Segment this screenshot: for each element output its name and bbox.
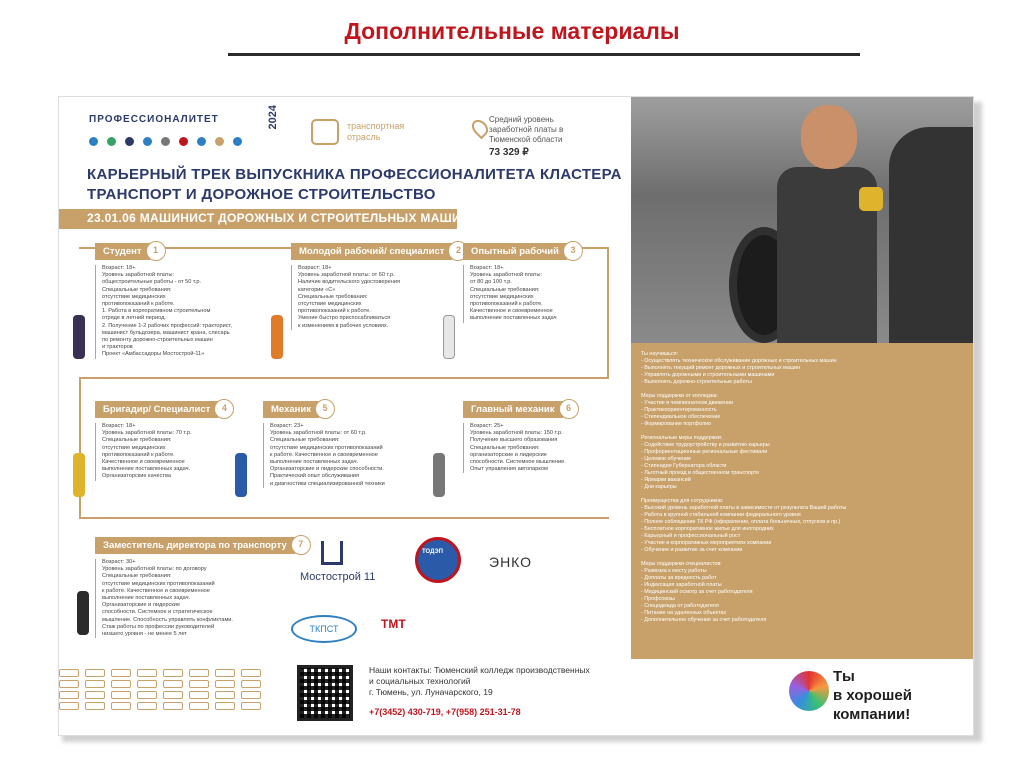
- stage-description: Возраст: 18+ Уровень заработной платы: от 80 до 100 т.р. Специальные требования: отсутствие медицинских противопоказаний к работе. Качественное и своевременное выполнение поставленных задач: [463, 265, 613, 323]
- stage-6: [463, 399, 613, 473]
- todep-logo-icon: [415, 537, 461, 583]
- colorful-logo-icon: [789, 671, 829, 711]
- partner-logos-row: [89, 137, 242, 146]
- poster-image: [58, 96, 974, 736]
- gear-icon: [215, 137, 224, 146]
- title-underline: [228, 53, 860, 56]
- todep-logo-text: ТОДЭП: [422, 549, 443, 555]
- mountain-icon: [161, 137, 170, 146]
- stage-title: Главный механик: [463, 401, 563, 418]
- stage-2: [291, 241, 468, 330]
- specialty-code: 23.01.06 МАШИНИСТ ДОРОЖНЫХ И СТРОИТЕЛЬНЫХ МАШИН: [87, 211, 470, 225]
- stage-4: [95, 399, 245, 481]
- worker-figure: [73, 453, 85, 497]
- stage-5: [263, 399, 413, 488]
- worker-figure: [271, 315, 283, 359]
- stage-number: 6: [559, 399, 579, 419]
- engineer-figure: [433, 453, 445, 497]
- stage-description: Возраст: 25+ Уровень заработной платы: 150 т.р. Получение высшего образования Специальные требования: организаторские и лидерские способности. Системное мышление. Опыт управления автопарком: [463, 423, 613, 473]
- leaf-icon: [107, 137, 116, 146]
- stage-title: Студент: [95, 243, 150, 260]
- mostostroy-logo: Мостострой 11: [300, 571, 376, 583]
- stage-3: [463, 241, 613, 323]
- brand-name: ПРОФЕССИОНАЛИТЕТ: [89, 114, 219, 125]
- hexagon-icon: [125, 137, 134, 146]
- benefits-list: Ты научишься: - Осуществлять техническое обслуживание дорожных и строительных машин - Выполнять текущий ремонт дорожных и строительных машин - Управлять дорожными и строительными машинами - Выполнять дорожно-строительные работы Меры поддержки от колледжа: - Участие в чемпионатном движении - Практикоориентированность - Стипендиальное обеспечение - Формирование портфолио Региональные меры поддержки: - Содействие трудоустройству и развитию карьеры - Профориентационные региональные фестивали - Целевое обучение - Стипендия Губернатора области - Льготный проезд в общественном транспорте - Ярмарки вакансий - Дни карьеры Преимущества для сотрудников: - Высокий уровень заработной платы в зависимости от результата Вашей работы - Работа в крупной стабильной компании федерального уровня - Полное соблюдение ТК РФ (оформление, оплата больничных, отпусков и пр.) - Бесплатное корпоративное жилье для иногородних - Карьерный и профессиональный рост - Участие в корпоративных мероприятиях компании - Обучение и развитие за счет компании Меры поддержки специалистов: - Развозка к месту работы - Доплаты за вредность работ - Индексация заработной платы - Медицинский осмотр за счет работодателя - Профсоюзы - Спецодежда от работодателя - Питание на удаленных объектах - Дополнительное обучение за счет работодателя: [641, 351, 847, 623]
- track-line: [79, 377, 609, 379]
- brand-year: 2024: [267, 105, 279, 130]
- stage-7: [95, 535, 311, 638]
- slogan-text: Ты в хорошей компании!: [833, 668, 912, 723]
- plane-icon: [89, 137, 98, 146]
- stage-number: 5: [315, 399, 335, 419]
- stage-description: Возраст: 30+ Уровень заработной платы: по договору Специальные требования: отсутствие медицинских противопоказаний к работе. Качественное и своевременное выполнение поставленных задач. Организаторские и лидерские способности. Системное и стратегическое мышление. Способность управлять конфликтами. Стаж работы по профессии руководителей низшего уровня - не менее 5 лет: [95, 559, 245, 638]
- salary-value: 73 329 ₽: [489, 147, 529, 158]
- slide-title: Дополнительные материалы: [344, 18, 680, 44]
- drop-icon: [233, 137, 242, 146]
- stage-description: Возраст: 18+ Уровень заработной платы: от 60 т.р. Наличие водительского удостоверения категории «С» Специальные требования: отсутствие медицинских противопоказаний к работе. Умение быстро приспосабливаться к изменениям в рабочих условиях.: [291, 265, 441, 330]
- qr-code-icon: [297, 665, 353, 721]
- target-icon: [197, 137, 206, 146]
- location-pin-icon: [469, 117, 492, 140]
- mechanic-figure: [235, 453, 247, 497]
- stage-title: Молодой рабочий/ специалист: [291, 243, 452, 260]
- tkpst-logo: ТКПСТ: [291, 615, 357, 643]
- shield-icon: [143, 137, 152, 146]
- contacts-text: Наши контакты: Тюменский колледж производственных и социальных технологий г. Тюмень, ул. Луначарского, 19: [369, 665, 590, 697]
- stage-number: 2: [448, 241, 468, 261]
- student-figure: [73, 315, 85, 359]
- stage-number: 3: [563, 241, 583, 261]
- phone-numbers: +7(3452) 430-719, +7(958) 251-31-78: [369, 707, 521, 717]
- tmt-logo: ТМТ: [381, 617, 406, 631]
- stage-title: Заместитель директора по транспорту: [95, 537, 295, 554]
- stage-1: [95, 241, 245, 359]
- track-line: [79, 517, 609, 519]
- stage-title: Бригадир/ Специалист: [95, 401, 218, 418]
- stage-title: Механик: [263, 401, 319, 418]
- stage-description: Возраст: 23+ Уровень заработной платы: от 60 т.р. Специальные требования: отсутствие медицинских противопоказаний к работе. Качественное и своевременное выполнение поставленных задач. Организаторские и лидерские способности. Практический опыт обслуживания и диагностики специализированной техники: [263, 423, 413, 488]
- stage-description: Возраст: 18+ Уровень заработной платы: общестроительные работы - от 50 т.р. Специальные требования: отсутствие медицинских противопоказаний к работе. 1. Работа в корпоративном строительном отряде в летний период. 2. Получение 1-2 рабочих профессий: тракторист, машинист бульдозера, машинист крана, слесарь по ремонту дорожно-строительных машин и тракторов Проект «Амбассадоры Мостострой-11»: [95, 265, 245, 359]
- decorative-pattern: [59, 669, 261, 710]
- thumbs-up-icon: [859, 187, 883, 211]
- salary-label: Средний уровень заработной платы в Тюменской области: [489, 115, 564, 144]
- director-figure: [77, 591, 89, 635]
- stage-number: 1: [146, 241, 166, 261]
- stage-number: 4: [214, 399, 234, 419]
- stage-description: Возраст: 18+ Уровень заработной платы: 70 т.р. Специальные требования: отсутствие медицинских противопоказаний к работе. Качественное и своевременное выполнение поставленных задач. Организаторские качества: [95, 423, 245, 481]
- tire-machine: [889, 127, 973, 343]
- stage-number: 7: [291, 535, 311, 555]
- worker-face: [801, 105, 857, 169]
- stage-title: Опытный рабочий: [463, 243, 567, 260]
- emblem-icon: [179, 137, 188, 146]
- poster-heading: КАРЬЕРНЫЙ ТРЕК ВЫПУСКНИКА ПРОФЕССИОНАЛИТЕТА КЛАСТЕРА ТРАНСПОРТ И ДОРОЖНОЕ СТРОИТЕЛЬСТВО: [87, 166, 622, 203]
- industry-label: транспортная отрасль: [347, 121, 405, 142]
- bus-icon: [311, 119, 339, 145]
- mostostroy-logo-icon: [321, 541, 343, 565]
- enco-logo: ЭНКО: [489, 554, 533, 570]
